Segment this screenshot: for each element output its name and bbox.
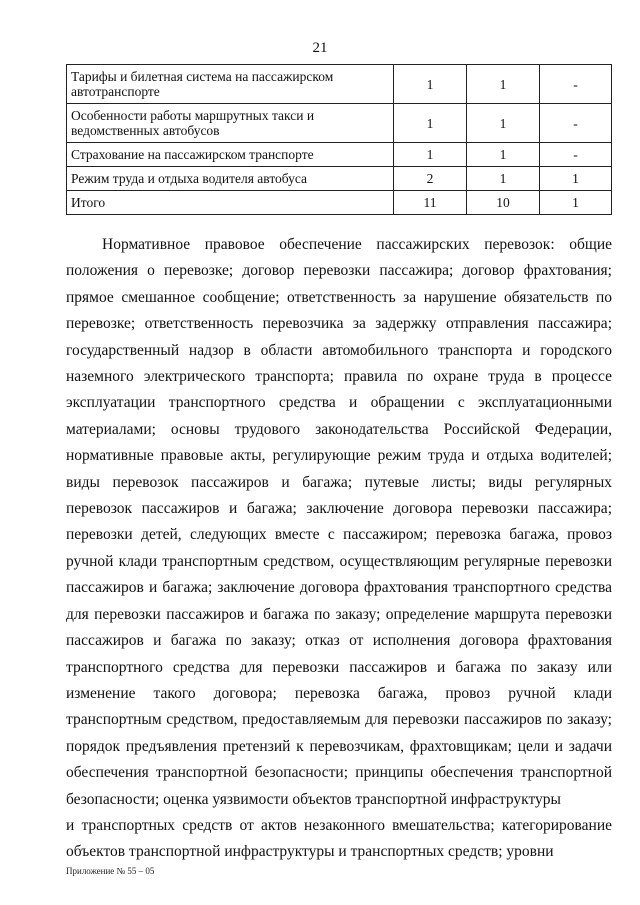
topic-cell: Страхование на пассажирском транспорте	[67, 143, 394, 167]
hours-theory-cell: 10	[467, 191, 540, 215]
table-row	[67, 167, 612, 191]
table-row	[67, 143, 612, 167]
hours-theory-cell: 1	[467, 143, 540, 167]
table-total-row	[67, 191, 612, 215]
topic-cell: Режим труда и отдыха водителя автобуса	[67, 167, 394, 191]
topic-cell: Тарифы и билетная система на пассажирском автотранспорте	[67, 65, 394, 104]
table-row	[67, 65, 612, 104]
hours-total-cell: 11	[394, 191, 467, 215]
page-number: 21	[312, 40, 328, 56]
hours-total-cell: 1	[394, 143, 467, 167]
hours-theory-cell: 1	[467, 104, 540, 143]
hours-practice-cell: -	[540, 65, 612, 104]
hours-theory-cell: 1	[467, 65, 540, 104]
hours-practice-cell: 1	[540, 167, 612, 191]
hours-total-cell: 2	[394, 167, 467, 191]
hours-total-cell: 1	[394, 65, 467, 104]
footer-label: Приложение № 55 – 05	[66, 866, 155, 876]
hours-practice-cell: 1	[540, 191, 612, 215]
total-label-cell: Итого	[67, 191, 394, 215]
hours-practice-cell: -	[540, 143, 612, 167]
table-row	[67, 104, 612, 143]
course-hours-table	[66, 64, 612, 215]
hours-total-cell: 1	[394, 104, 467, 143]
body-text	[66, 232, 612, 866]
topic-cell: Особенности работы маршрутных такси и ведомственных автобусов	[67, 104, 394, 143]
hours-theory-cell: 1	[467, 167, 540, 191]
hours-practice-cell: -	[540, 104, 612, 143]
paragraph: и транспортных средств от актов незаконного вмешательства; категорирование объектов транспортной инфраструктуры и транспортных средств; уровни	[66, 816, 612, 861]
paragraph: Нормативное правовое обеспечение пассажирских перевозок: общие положения о перевозке; договор перевозки пассажира; договор фрахтования; прямое смешанное сообщение; ответственность за нарушение обязательств по перевозке; ответственность перевозчика за задержку отправления пассажира; государственный надзор в области автомобильного транспорта и городского наземного электрического транспорта; правила по охране труда в процессе эксплуатации транспортного средства и обращении с эксплуатационными материалами; основы трудового законодательства Российской Федерации, нормативные правовые акты, регулирующие режим труда и отдыха водителей; виды перевозок пассажиров и багажа; путевые листы; виды регулярных перевозок пассажиров и багажа; заключение договора перевозки пассажира; перевозки детей, следующих вместе с пассажиром; перевозка багажа, провоз ручной клади транспортным средством, осуществляющим регулярные перевозки пассажиров и багажа; заключение договора фрахтования транспортного средства для перевозки пассажиров и багажа по заказу; определение маршрута перевозки пассажиров и багажа по заказу; отказ от исполнения договора фрахтования транспортного средства для перевозки пассажиров и багажа по заказу или изменение такого договора; перевозка багажа, провоз ручной клади транспортным средством, предоставляемым для перевозки пассажиров по заказу; порядок предъявления претензий к перевозчикам, фрахтовщикам; цели и задачи обеспечения транспортной безопасности; принципы обеспечения транспортной безопасности; оценка уязвимости объектов транспортной инфраструктуры	[66, 236, 612, 808]
